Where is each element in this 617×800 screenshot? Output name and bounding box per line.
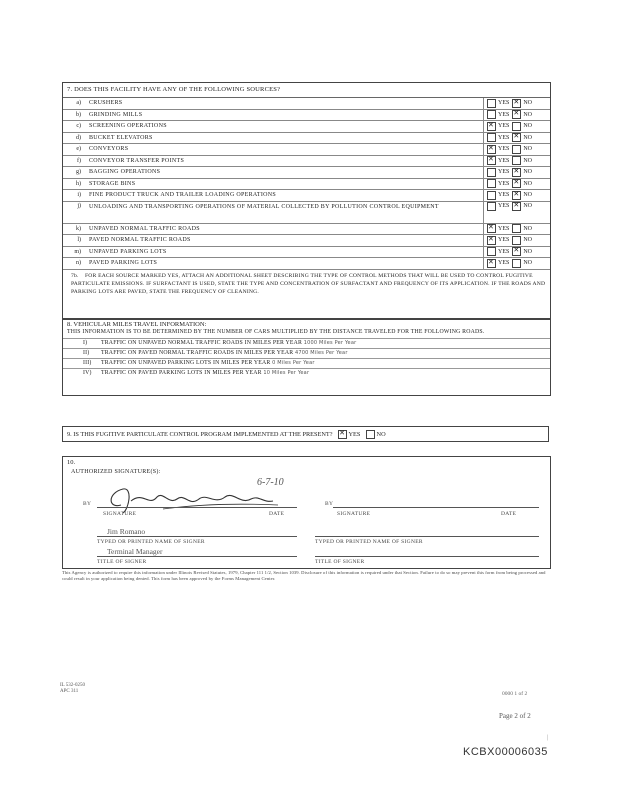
no-checkbox[interactable] — [512, 259, 521, 268]
title-caption-left: TITLE OF SIGNER — [97, 559, 147, 565]
yes-checkbox[interactable] — [487, 202, 496, 211]
signature-caption-left: SIGNATURE — [103, 511, 137, 517]
vehicle-miles-row: III) TRAFFIC ON UNPAVED PARKING LOTS IN MILES PER YEAR 0 Miles Per Year — [63, 358, 550, 368]
vehicle-miles-row: IV) TRAFFIC ON PAVED PARKING LOTS IN MILES PER YEAR 10 Miles Per Year — [63, 368, 550, 378]
no-checkbox[interactable] — [512, 191, 521, 200]
yes-no-options: YES✕ NO — [483, 179, 548, 190]
source-row: m) UNPAVED PARKING LOTS YES✕ NO — [63, 247, 550, 259]
margin-mark: | — [547, 735, 549, 741]
source-row: n) PAVED PARKING LOTS ✕ YES NO — [63, 258, 550, 270]
yes-checkbox[interactable] — [487, 122, 496, 131]
no-checkbox[interactable] — [512, 236, 521, 245]
form-id: IL 532-0250 APC 311 — [60, 683, 85, 694]
page-code: 0000 1 of 2 — [502, 691, 528, 697]
source-row: f) CONVEYOR TRANSFER POINTS ✕ YES NO — [63, 156, 550, 168]
yes-no-options: ✕ YES NO — [483, 224, 548, 235]
yes-checkbox[interactable] — [487, 224, 496, 233]
yes-checkbox[interactable] — [487, 247, 496, 256]
date-caption-right: DATE — [501, 511, 517, 517]
title-value: Terminal Manager — [107, 547, 163, 556]
typed-name-caption-left: TYPED OR PRINTED NAME OF SIGNER — [97, 539, 205, 545]
no-checkbox[interactable] — [512, 247, 521, 256]
typed-name-value: Jim Romano — [107, 527, 146, 536]
section-7-sources — [62, 82, 551, 320]
source-row: h) STORAGE BINS YES✕ NO — [63, 179, 550, 191]
section-8-intro: THIS INFORMATION IS TO BE DETERMINED BY THE NUMBER OF CARS MULTIPLIED BY THE DISTANCE TRAVELED FOR THE FOLLOWING ROADS. — [67, 329, 485, 335]
typed-name-line-left — [97, 536, 297, 537]
typed-name-line-right — [315, 536, 539, 537]
signature-line-left — [97, 507, 297, 508]
vehicle-miles-row: II) TRAFFIC ON PAVED NORMAL TRAFFIC ROADS IN MILES PER YEAR 4700 Miles Per Year — [63, 348, 550, 358]
source-row: b) GRINDING MILLS YES✕ NO — [63, 110, 550, 122]
signature-line-right — [333, 507, 539, 508]
yes-checkbox[interactable] — [487, 110, 496, 119]
yes-no-options: YES✕ NO — [483, 110, 548, 121]
title-line-left — [97, 556, 297, 557]
no-checkbox[interactable] — [512, 122, 521, 131]
source-row: e) CONVEYORS ✕ YES NO — [63, 144, 550, 156]
source-row: g) BAGGING OPERATIONS YES✕ NO — [63, 167, 550, 179]
signature-caption-right: SIGNATURE — [337, 511, 371, 517]
yes-checkbox[interactable] — [487, 191, 496, 200]
yes-checkbox[interactable] — [487, 236, 496, 245]
section-9-yes-checkbox[interactable] — [338, 430, 347, 439]
section-7-question: 7. DOES THIS FACILITY HAVE ANY OF THE FOLLOWING SOURCES? — [63, 83, 550, 98]
yes-no-options: YES✕ NO — [483, 202, 548, 223]
source-row: d) BUCKET ELEVATORS YES✕ NO — [63, 133, 550, 145]
source-row: c) SCREENING OPERATIONS ✕ YES NO — [63, 121, 550, 133]
section-8-heading: 8. VEHICULAR MILES TRAVEL INFORMATION: — [67, 321, 207, 328]
title-line-right — [315, 556, 539, 557]
yes-no-options: ✕ YES NO — [483, 156, 548, 167]
section-7b-note: 7b. FOR EACH SOURCE MARKED YES, ATTACH AN ADDITIONAL SHEET DESCRIBING THE TYPE OF CONTROL METHODS THAT WILL BE USED TO CONTROL FUGITIVE PARTICULATE EMISSIONS. IF SURFACTANT IS USED, STATE THE TYPE AND CONCENTRATION OF SURFACTANT AND FREQUENCY OF ITS APPLICATION. IF THE ROADS AND PARKING LOTS ARE PAVED, STATE THE FREQUENCY OF CLEANING. — [71, 272, 546, 295]
miles-value: 1000 Miles Per Year — [303, 339, 357, 346]
no-checkbox[interactable] — [512, 168, 521, 177]
source-row: j) UNLOADING AND TRANSPORTING OPERATIONS OF MATERIAL COLLECTED BY POLLUTION CONTROL EQUIPMENT YES✕ NO — [63, 202, 550, 224]
by-label-right: BY — [325, 501, 334, 507]
yes-no-options: YES✕ NO — [483, 133, 548, 144]
yes-no-options: ✕ YES NO — [483, 121, 548, 132]
yes-checkbox[interactable] — [487, 259, 496, 268]
typed-name-caption-right: TYPED OR PRINTED NAME OF SIGNER — [315, 539, 423, 545]
yes-checkbox[interactable] — [487, 179, 496, 188]
yes-checkbox[interactable] — [487, 99, 496, 108]
section-10-signatures — [62, 456, 551, 569]
miles-value: 10 Miles Per Year — [263, 369, 310, 376]
section-10-number: 10. — [67, 459, 76, 466]
yes-checkbox[interactable] — [487, 156, 496, 165]
no-checkbox[interactable] — [512, 145, 521, 154]
handwritten-signature — [103, 479, 333, 519]
miles-value: 0 Miles Per Year — [272, 359, 315, 366]
yes-no-options: YES✕ NO — [483, 190, 548, 201]
yes-checkbox[interactable] — [487, 133, 496, 142]
page-number: Page 2 of 2 — [499, 712, 531, 720]
yes-no-options: YES✕ NO — [483, 167, 548, 178]
source-row: k) UNPAVED NORMAL TRAFFIC ROADS ✕ YES NO — [63, 224, 550, 236]
yes-no-options: YES✕ NO — [483, 247, 548, 258]
authorized-signatures-label: AUTHORIZED SIGNATURE(S): — [71, 469, 161, 475]
source-row: i) FINE PRODUCT TRUCK AND TRAILER LOADING OPERATIONS YES✕ NO — [63, 190, 550, 202]
no-checkbox[interactable] — [512, 179, 521, 188]
source-row: a) CRUSHERS YES✕ NO — [63, 98, 550, 110]
yes-checkbox[interactable] — [487, 145, 496, 154]
date-caption-left: DATE — [269, 511, 285, 517]
section-9-no-checkbox[interactable] — [366, 430, 375, 439]
miles-value: 4700 Miles Per Year — [294, 349, 348, 356]
source-row: l) PAVED NORMAL TRAFFIC ROADS ✕ YES NO — [63, 235, 550, 247]
no-checkbox[interactable] — [512, 156, 521, 165]
signature-date-value: 6-7-10 — [257, 477, 284, 488]
legal-footer-text: This Agency is authorized to require this information under Illinois Revised Statutes, 1979, Chapter 111 1/2, Section 1039. Disclosure of this information is required under that Section. Failure to do so may prevent this form from being processed and could result in your application being denied. This form has been approved by the Forms Management Center. — [62, 570, 546, 581]
by-label-left: BY — [83, 501, 92, 507]
yes-checkbox[interactable] — [487, 168, 496, 177]
no-checkbox[interactable] — [512, 99, 521, 108]
no-checkbox[interactable] — [512, 110, 521, 119]
section-8-vehicular-miles — [62, 318, 551, 396]
no-checkbox[interactable] — [512, 224, 521, 233]
no-checkbox[interactable] — [512, 133, 521, 142]
section-9-program-implemented: 9. IS THIS FUGITIVE PARTICULATE CONTROL PROGRAM IMPLEMENTED AT THE PRESENT? ✕ YES NO — [62, 426, 549, 442]
yes-no-options: ✕ YES NO — [483, 144, 548, 155]
title-caption-right: TITLE OF SIGNER — [315, 559, 365, 565]
yes-no-options: ✕ YES NO — [483, 258, 548, 269]
no-checkbox[interactable] — [512, 202, 521, 211]
section-9-question: 9. IS THIS FUGITIVE PARTICULATE CONTROL PROGRAM IMPLEMENTED AT THE PRESENT? — [67, 431, 333, 438]
vehicle-miles-row: I) TRAFFIC ON UNPAVED NORMAL TRAFFIC ROADS IN MILES PER YEAR 1000 Miles Per Year — [63, 338, 550, 348]
yes-no-options: YES✕ NO — [483, 98, 548, 109]
bates-number: KCBX00006035 — [463, 746, 548, 758]
yes-no-options: ✕ YES NO — [483, 235, 548, 246]
